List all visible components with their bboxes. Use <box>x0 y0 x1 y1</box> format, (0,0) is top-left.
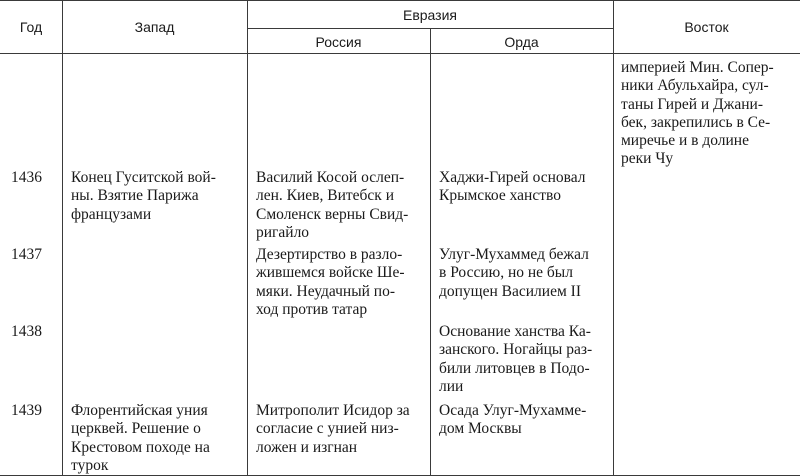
column-divider-west <box>247 0 248 476</box>
year-1436: 1436 <box>11 169 42 186</box>
horde-1436: Хаджи-Гирей основал Крымское ханство <box>439 169 586 205</box>
horde-1437: Улуг-Мухаммед бежал в Россию, но не был допущен Василием II <box>439 246 589 300</box>
column-divider-year <box>62 0 63 476</box>
horde-1439: Осада Улуг-Мухамме- дом Москвы <box>439 402 587 438</box>
russia-1437: Дезертирство в разло- жившемся войске Ше- мяки. Неудачный по- ход против татар <box>256 246 405 318</box>
header-horde: Орда <box>504 34 539 50</box>
header-year: Год <box>19 19 43 35</box>
east-continued-text: империей Мин. Сопер- ники Абульхайра, сул- таны Гирей и Джани- бек, закрепились в Се- миречье и в долине реки Чу <box>621 59 774 168</box>
west-1439: Флорентийская уния церквей. Решение о Крестовом походе на турок <box>71 402 210 474</box>
russia-1436: Василий Косой ослеп- лен. Киев, Витебск и Смоленск верны Свид- ригайло <box>256 169 409 241</box>
header-west: Запад <box>134 19 175 35</box>
horde-1438: Основание ханства Ка- занского. Ногайцы раз- били литовцев в Подо- лии <box>439 323 593 395</box>
west-1436: Конец Гуситской вой- ны. Взятие Парижа французами <box>71 169 216 223</box>
header-east: Восток <box>684 19 729 35</box>
table-top-border <box>0 0 800 1</box>
year-1438: 1438 <box>11 323 42 340</box>
year-1437: 1437 <box>11 246 42 263</box>
column-divider-russia <box>430 28 431 476</box>
header-bottom-border <box>0 53 800 54</box>
column-divider-horde <box>613 0 614 476</box>
year-1439: 1439 <box>11 402 42 419</box>
russia-1439: Митрополит Исидор за согласие с унией низ- ложен и изгнан <box>256 402 410 456</box>
header-russia: Россия <box>315 34 362 50</box>
header-eurasia: Евразия <box>402 7 457 23</box>
